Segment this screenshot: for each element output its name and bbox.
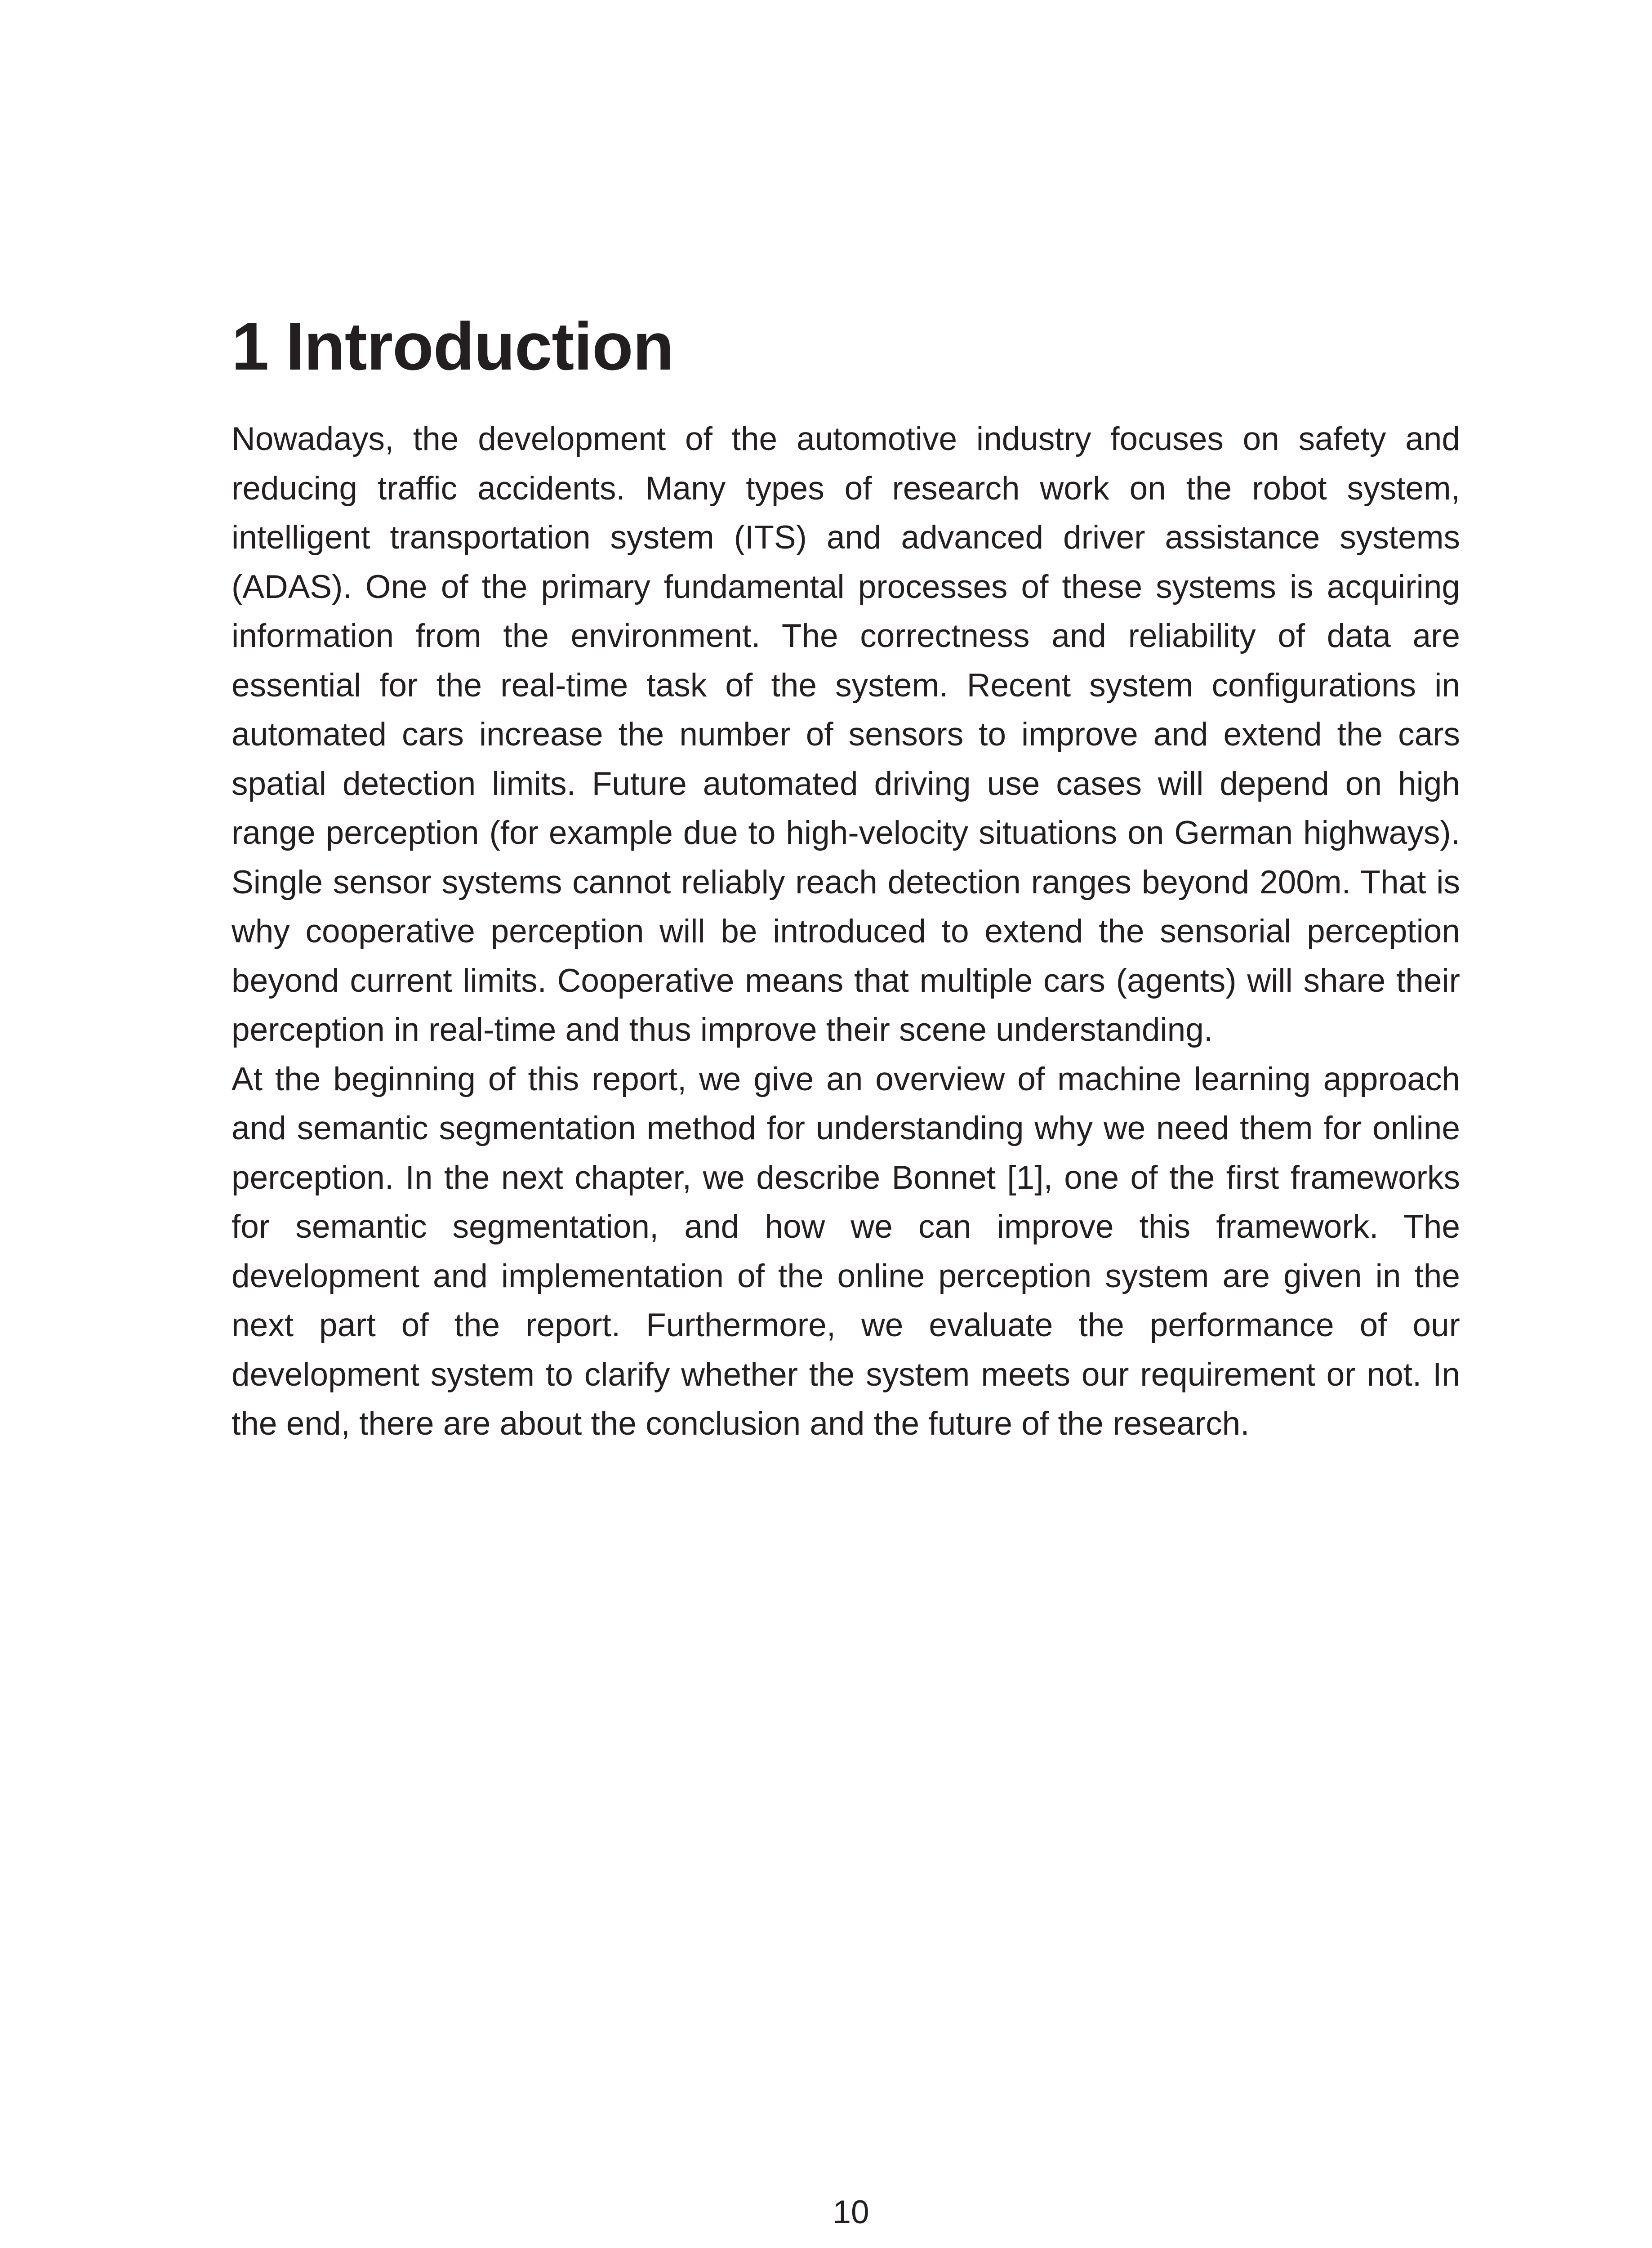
chapter-number: 1 xyxy=(232,308,269,384)
body-text xyxy=(232,415,1460,1449)
page-number: 10 xyxy=(833,2194,869,2230)
chapter-title: Introduction xyxy=(285,308,674,384)
paragraph: Nowadays, the development of the automotive industry focuses on safety and reducing traffic accidents. Many types of research work on the robot system, intelligent transportation system (ITS) and advanced driver assistance systems (ADAS). One of the primary fundamental processes of these systems is acquiring information from the environment. The correctness and reliability of data are essential for the real-time task of the system. Recent system configurations in automated cars increase the number of sensors to improve and extend the cars spatial detection limits. Future automated driving use cases will depend on high range perception (for example due to high-velocity situations on German highways). Single sensor systems cannot reliably reach detection ranges beyond 200m. That is why cooperative perception will be introduced to extend the sensorial perception beyond current limits. Cooperative means that multiple cars (agents) will share their perception in real-time and thus improve their scene understanding. xyxy=(232,421,1460,1048)
paragraph: At the beginning of this report, we give an overview of machine learning approach and semantic segmentation method for understanding why we need them for online perception. In the next chapter, we describe Bonnet [1], one of the first frameworks for semantic segmentation, and how we can improve this framework. The development and implementation of the online perception system are given in the next part of the report. Furthermore, we evaluate the performance of our development system to clarify whether the system meets our requirement or not. In the end, there are about the conclusion and the future of the research. xyxy=(232,1061,1460,1442)
chapter-heading xyxy=(232,306,673,387)
